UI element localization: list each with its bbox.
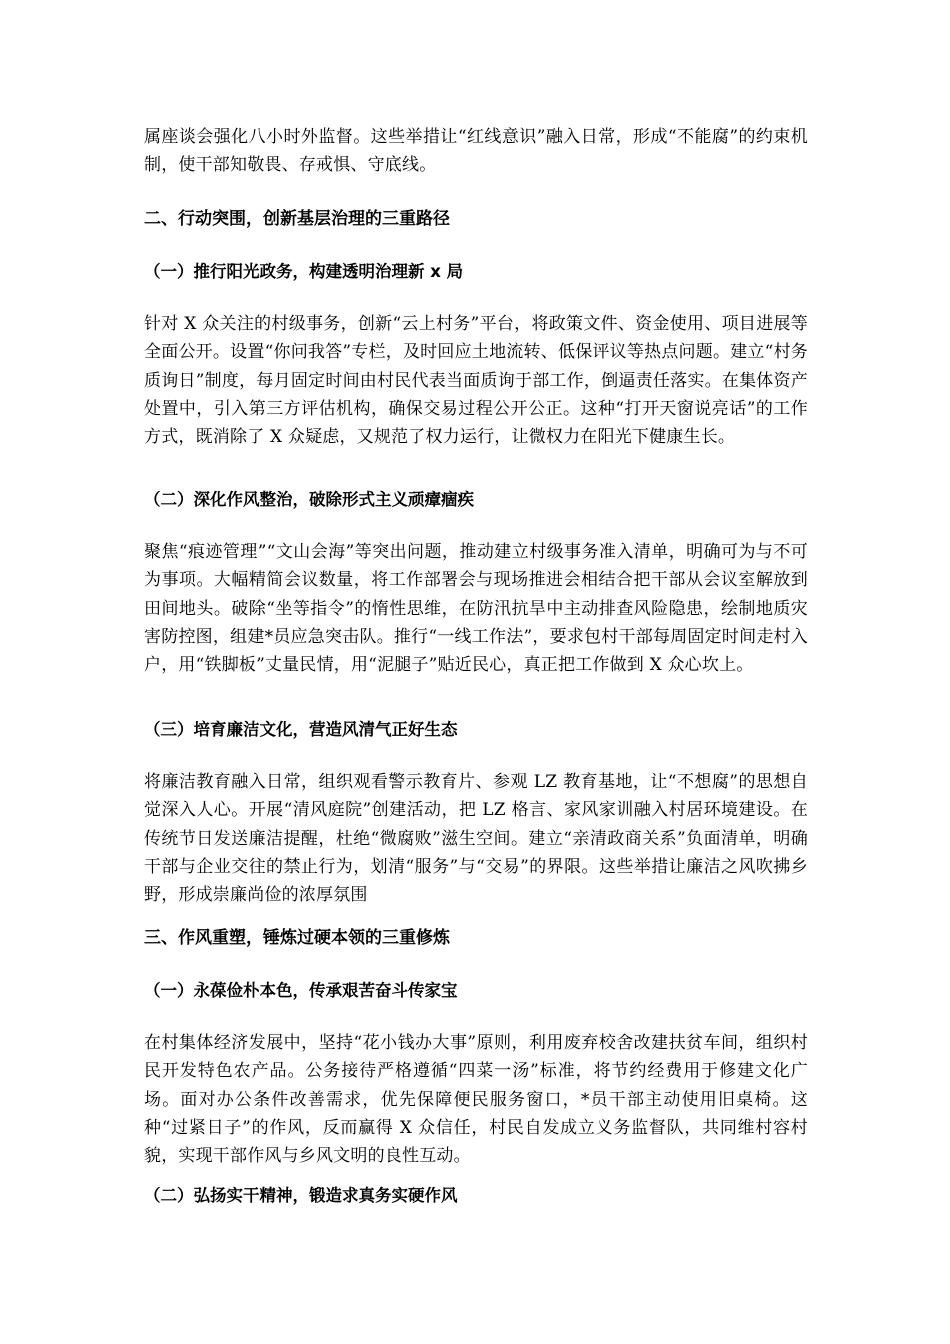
- section2-subheading-3: （三）培育廉洁文化，营造风清气正好生态: [144, 720, 458, 739]
- section3-subheading-2: （二）弘扬实干精神，锻造求真务实硬作风: [144, 1186, 458, 1205]
- section2-heading: 二、行动突围，创新基层治理的三重路径: [144, 209, 450, 229]
- section3-heading: 三、作风重塑，锤炼过硬本领的三重修炼: [144, 928, 450, 948]
- section2-subheading-2: （二）深化作风整治，破除形式主义顽瘴痼疾: [144, 490, 474, 509]
- section2-paragraph-2: 聚焦“痕迹管理”“文山会海”等突出问题，推动建立村级事务准入清单，明确可为与不可为事项。大幅精简会议数量，将工作部署会与现场推进会相结合把干部从会议室解放到田间地头。破除“坐等指令”的惰性思维，在防汛抗旱中主动排查风险隐患，绘制地质灾害防控图，组建*员应急突击队。推行“一线工作法”，要求包村干部每周固定时间走村入户，用“铁脚板”丈量民情，用“泥腿子”贴近民心，真正把工作做到 X 众心坎上。: [144, 542, 808, 676]
- section3-subheading-1: （一）永葆俭朴本色，传承艰苦奋斗传家宝: [144, 981, 458, 1000]
- section3-paragraph-1: 在村集体经济发展中，坚持“花小钱办大事”原则，利用废弃校舍改建扶贫车间，组织村民开发特色农产品。公务接待严格遵循“四菜一汤”标准，将节约经费用于修建文化广场。面对办公条件改善需求，优先保障便民服务窗口，*员干部主动使用旧桌椅。这种“过紧日子”的作风，反而赢得 X 众信任，村民自发成立义务监督队，共同维村容村貌，实现干部作风与乡风文明的良性互动。: [144, 1033, 808, 1167]
- paragraph-intro: 属座谈会强化八小时外监督。这些举措让“红线意识”融入日常，形成“不能腐”的约束机制，使干部知敬畏、存戒惧、守底线。: [144, 127, 808, 176]
- section2-subheading-1: （一）推行阳光政务，构建透明治理新 x 局: [144, 262, 464, 281]
- section2-paragraph-1: 针对 X 众关注的村级事务，创新“云上村务”平台，将政策文件、资金使用、项目进展等全面公开。设置“你问我答”专栏，及时回应土地流转、低保评议等热点问题。建立“村务质询日”制度，每月固定时间由村民代表当面质询于部工作，倒逼责任落实。在集体资产处置中，引入第三方评估机构，确保交易过程公开公正。这种“打开天窗说亮话”的工作方式，既消除了 X 众疑虑，又规范了权力运行，让微权力在阳光下健康生长。: [144, 314, 808, 448]
- section2-paragraph-3: 将廉洁教育融入日常，组织观看警示教育片、参观 LZ 教育基地，让“不想腐”的思想自觉深入人心。开展“清风庭院”创建活动，把 LZ 格言、家风家训融入村居环境建设。在传统节日发送廉洁提醒，杜绝“微腐败”滋生空间。建立“亲清政商关系”负面清单，明确干部与企业交往的禁止行为，划清“服务”与“交易”的界限。这些举措让廉洁之风吹拂乡野，形成崇廉尚俭的浓厚氛围: [144, 772, 808, 906]
